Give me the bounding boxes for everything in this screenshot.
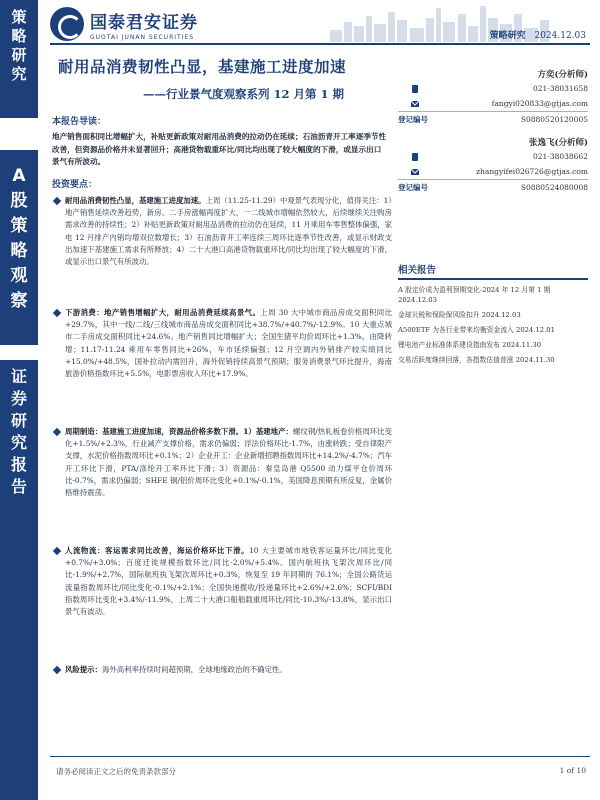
email-icon (410, 99, 420, 109)
report-title: 耐用品消费韧性凸显，基建施工进度加速 (58, 57, 347, 76)
analyst-card (398, 134, 588, 194)
related-report-link[interactable] (398, 355, 588, 365)
analyst-email[interactable]: zhangyifei026726@gtjas.com (476, 167, 588, 176)
key-point-lead: 人流物流：客运需求同比改善，海运价格环比下滑。 (65, 546, 250, 555)
guide-label: 本报告导读： (52, 117, 107, 127)
key-point (52, 664, 392, 676)
key-point (52, 426, 392, 499)
phone-icon (410, 84, 420, 94)
band-char: 证 (10, 367, 27, 386)
guide-text: 地产销售面积同比增幅扩大，补贴更新政策对耐用品消费的拉动仍在延续；石油沥青开工率逐季节性改善，但资源品价格并未显著回升；高港货物载重环比/同比均出现了较大幅度的下滑，或显示出口景气有所波动。 (52, 132, 387, 166)
band-char: 究 (11, 65, 27, 83)
key-point-text: 螺纹钢/热轧板卷价格周环比变化+1.5%/+2.3%，行业减产支撑价格，需求仍偏弱；浮法价格环比-1.7%，由涨转跌；受自律限产支撑，水泥价格指数周环比+0.1%；2）企业开工：企业新增招聘指数周环比+14.2%/-4.7%；汽车开工环比下滑，PTA/涤纶开工率环比下滑；3）资源品：秦皇岛港 Q5500 动力煤平仓价周环比-0.7%，需求仍偏弱；SHFE 铜/铝价周环比变化+0.1%/-0.1%，美国降息预期有所反复，金属价格维持震荡。 (65, 427, 392, 498)
related-reports-title: 相关报告 (398, 262, 588, 280)
report-date: 2024.12.03 (534, 31, 586, 41)
report-subtitle: ——行业景气度观察系列 12 月第 1 期 (143, 87, 345, 101)
brand-mark-icon (50, 7, 84, 41)
brand-name: 国泰君安证券 (90, 12, 198, 33)
analyst-phone: 021-38038662 (532, 152, 588, 161)
band-char: 略 (11, 27, 27, 45)
page-number: 1 of 10 (559, 766, 586, 775)
key-point-text: 海外高利率持续时间超预期，全球地缘政治的不确定性。 (101, 665, 287, 674)
band-section-observation (0, 150, 38, 345)
related-report-date: 2024.12.03 (481, 311, 521, 319)
band-char: 策 (11, 8, 27, 26)
registration-label: 登记编号 (398, 182, 428, 192)
left-band (0, 0, 38, 800)
related-report-date: 2024.11.30 (515, 356, 555, 364)
key-point-text: 上周（11.25-11.29）中观景气表现分化，值得关注：1）地产销售延续改善趋势，新房、二手房涨幅再度扩大，一二线城市增幅依然较大，后续继续关注购房需求改善的持续性；2）补贴更新政策对耐用品消费的拉动仍在延续，11 月乘用车零售整体偏强，家电 12 月排产内销均增双位数增长；3）石油沥青开工率连续三周环比逐季节性改善，或显示财政支出加速下基建施工需求有所释放；4）二十大港口高港货物载重环比/同比均出现了较大幅度的下滑，或显示出口景气有所波动。 (65, 196, 392, 267)
registration-label: 登记编号 (398, 114, 428, 124)
related-report-link[interactable] (398, 340, 588, 350)
related-report-title: A 股定价成为盈利预期变化-2024 年 12 月第 1 期 (398, 286, 551, 294)
analyst-name: 张逸飞(分析师) (528, 137, 588, 148)
band-char: 观 (10, 266, 28, 286)
related-report-link[interactable] (398, 325, 588, 335)
band-char: 策 (10, 216, 28, 236)
disclaimer-note: 请务必阅读正文之后的免责条款部分 (56, 767, 176, 776)
analyst-phone: 021-38031658 (532, 84, 588, 93)
key-point (52, 195, 392, 268)
related-report-title: 交易活跃度继续回落，各指数估值普涨 (398, 356, 514, 364)
phone-icon (410, 152, 420, 162)
key-point-lead: 周期制造：基建施工进度加速，资源品价格多数下滑。1）基建地产： (65, 427, 293, 436)
analyst-name: 方奕(分析师) (537, 69, 588, 80)
related-report-title: 金球贝税和保险保风险扣升 (398, 311, 480, 319)
doc-type: 策略研究 (489, 31, 526, 41)
band-section-report (0, 360, 38, 800)
registration-number: S0880524080008 (520, 182, 588, 192)
key-point-lead: 耐用品消费韧性凸显，基建施工进度加速。 (65, 196, 206, 205)
band-char: 察 (10, 291, 28, 311)
related-report-link[interactable] (398, 310, 588, 320)
key-point-text: 上周 30 大中城市商品房成交面积同比+29.7%，其中一线/二线/三线城市商品房成交面积同比+38.7%/+40.7%/-12.9%。10 大重点城市二手房成交面积同比+24.6%。地产销售同比增幅扩大；全国生猪平均价周环比+1.3%，由降转增；11.17-11.24 乘用车零售同比+26%，车市延续偏强；12 月空调内外销排产较实绩同比+15.0%/+48.5%，国补拉动内需回升，海外促销持续高景气预期；服务消费景气环比提升，海南旅游价格指数环比+5.5%，电影票房收入环比+17.9%。 (65, 308, 392, 379)
analyst-card (398, 66, 588, 126)
footer-divider (50, 756, 590, 757)
key-point (52, 307, 392, 380)
analyst-email[interactable]: fangyi020833@gtjas.com (491, 99, 588, 108)
related-report-link[interactable] (398, 285, 588, 305)
email-icon (410, 167, 420, 177)
related-reports (398, 262, 588, 365)
band-char: 略 (10, 241, 28, 261)
key-point-text: 10 大主要城市地铁客运量环比/同比变化+0.7%/+3.0%；百度迁徙规模指数环比/同比-2.0%/+5.4%。国内航班执飞架次周环比/同比-1.9%/+2.7%，国际航班执飞架次周环比+0.3%，恢复至 19 年同期的 76.1%；全国公路货运流量指数周环比/同比变化-0.1%/+2.1%；全国快递揽收/投递量环比+2.6%/+2.6%；SCFI/BDI 指数周环比变化+3.4%/-11.9%，上周二十大港口船舶载重周环比/同比-10.3%/-13.8%，显示出口景气有波动。 (65, 546, 392, 617)
band-char: 报 (10, 455, 27, 474)
band-char: 股 (10, 191, 28, 211)
related-report-title: A500ETF 为各行业带来均衡资金流入 (398, 326, 514, 334)
related-report-date: 2024.12.01 (516, 326, 555, 334)
band-char: 券 (10, 389, 27, 408)
band-section-strategy (0, 0, 38, 118)
key-point-lead: 下游消费：地产销售增幅扩大，耐用品消费延续高景气。 (65, 308, 261, 317)
related-report-date: 2024.12.03 (398, 296, 437, 304)
key-point-lead: 风险提示： (65, 665, 102, 674)
header-divider (50, 43, 590, 45)
header-meta (490, 28, 586, 41)
band-char: 研 (10, 411, 27, 430)
related-report-date: 2024.11.30 (502, 341, 542, 349)
brand-logo (50, 7, 198, 41)
key-points-label: 投资要点： (52, 180, 98, 190)
band-char: A (12, 166, 26, 186)
registration-number: S0880520120005 (520, 114, 588, 124)
band-char: 告 (10, 477, 27, 496)
band-char: 究 (10, 433, 27, 452)
key-point (52, 545, 392, 618)
band-char: 研 (11, 46, 27, 64)
related-report-title: 锂电池产业标准体系建设指南发布 (398, 341, 500, 349)
brand-name-en: GUOTAI JUNAN SECURITIES (90, 33, 195, 41)
